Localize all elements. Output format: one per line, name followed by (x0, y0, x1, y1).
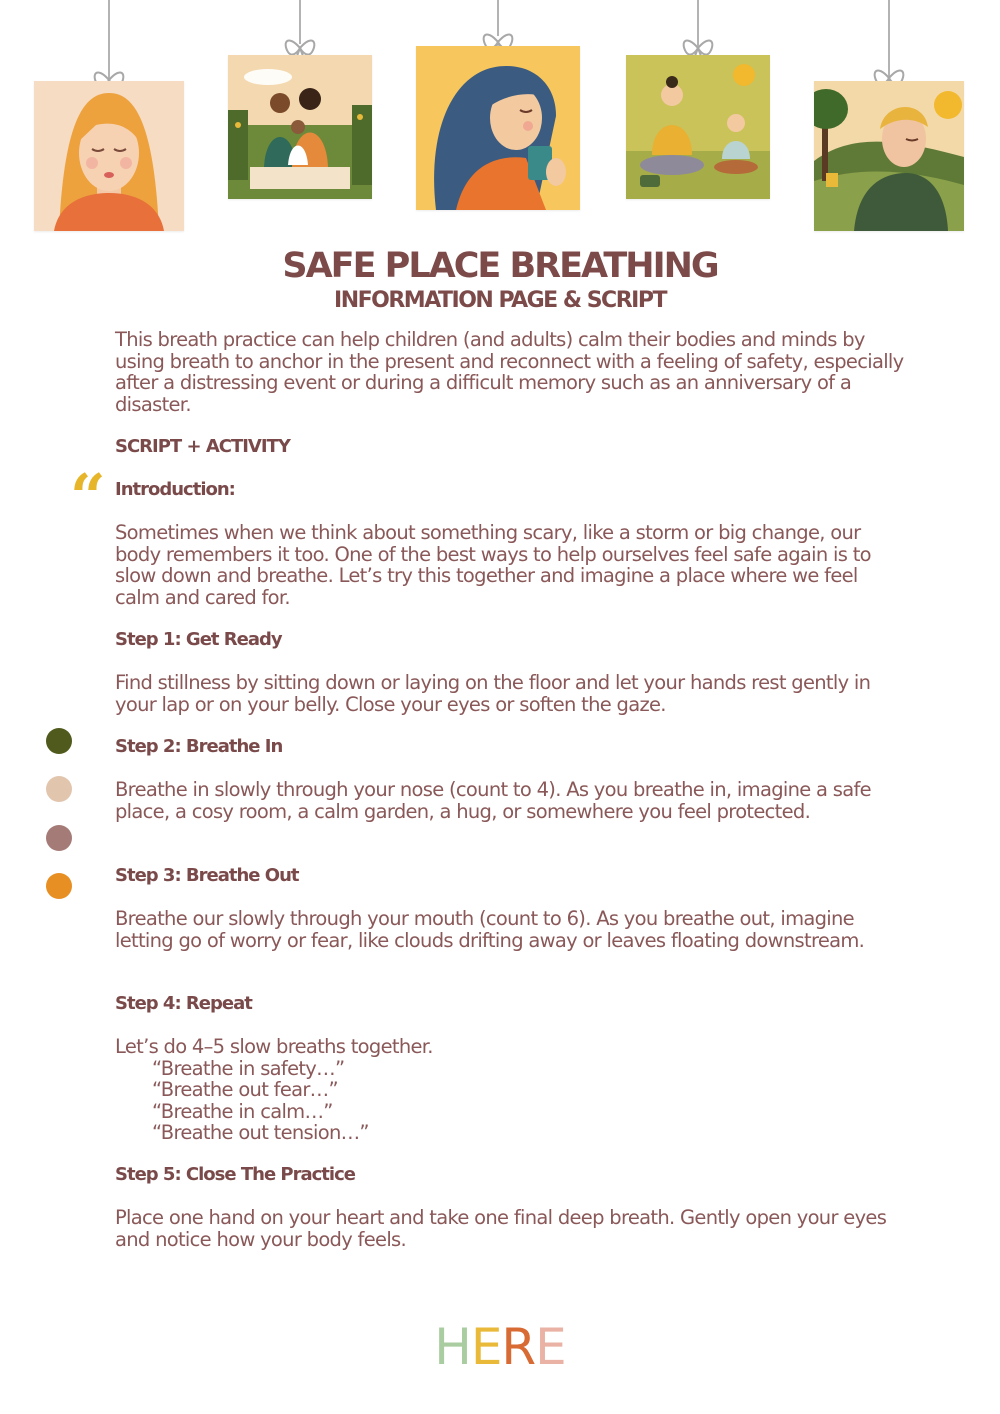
logo-letter-e2: E (535, 1318, 566, 1376)
page-title: SAFE PLACE BREATHING (282, 246, 718, 286)
introduction-heading: Introduction: (115, 479, 235, 500)
step-1-heading: Step 1: Get Ready (115, 629, 282, 650)
step-3-heading: Step 3: Breathe Out (115, 865, 299, 886)
step-2-heading: Step 2: Breathe In (115, 736, 283, 757)
breath-line-4: “Breathe out tension…” (152, 1121, 369, 1144)
logo-letter-h: H (434, 1318, 471, 1376)
breath-line-3: “Breathe in calm…” (152, 1099, 333, 1123)
family-picnic-illustration (228, 55, 372, 199)
logo-letter-e1: E (470, 1318, 502, 1376)
palette-dot-beige (46, 776, 72, 802)
page-subtitle: INFORMATION PAGE & SCRIPT (334, 288, 666, 313)
step-5-text: Place one hand on your heart and take one final deep breath. Gently open your eyes and notice how your body feels. (115, 1206, 887, 1251)
script-heading: SCRIPT + ACTIVITY (115, 436, 290, 457)
step-4-heading: Step 4: Repeat (115, 993, 252, 1014)
woman-eyes-closed-illustration (34, 81, 184, 231)
step-4-text: Let’s do 4–5 slow breaths together. (115, 1035, 433, 1058)
breath-line-2: “Breathe out fear…” (152, 1078, 338, 1101)
step-2-text: Breathe in slowly through your nose (count to 4). As you breathe in, imagine a safe place, a cosy room, a calm garden, a hug, or somewhere you feel protected. (115, 778, 871, 823)
palette-dot-mauve (46, 825, 72, 851)
breath-line-1: “Breathe in safety…” (152, 1056, 345, 1080)
step-1-text: Find stillness by sitting down or laying on the floor and let your hands rest gently in your lap or on your belly. Close your eyes or soften the gaze. (115, 671, 871, 716)
step-3-text: Breathe our slowly through your mouth (count to 6). As you breathe out, imagine letting go of worry or fear, like clouds drifting away or leaves floating downstream. (115, 907, 865, 952)
hanging-picture-4 (626, 0, 770, 200)
adult-and-child-meditating-illustration (626, 55, 770, 199)
hanging-picture-1 (34, 0, 184, 232)
here-logo (0, 1318, 1000, 1376)
hanging-picture-5 (814, 0, 964, 232)
woman-holding-cup-illustration (416, 46, 580, 210)
man-in-landscape-illustration (814, 81, 964, 231)
hanging-picture-3 (416, 0, 580, 211)
intro-paragraph: This breath practice can help children (and adults) calm their bodies and minds by using breath to anchor in the present and reconnect with a feeling of safety, especially after a distressing event or during a difficult memory such as an anniversary of a disaster. (115, 328, 904, 416)
palette-dot-orange (46, 873, 72, 899)
logo-letter-r: R (501, 1318, 536, 1376)
step-5-heading: Step 5: Close The Practice (115, 1164, 355, 1185)
hanging-picture-2 (228, 0, 372, 200)
quotation-mark-icon: “ (70, 460, 106, 533)
step-4-block (115, 1036, 905, 1144)
introduction-text: Sometimes when we think about something scary, like a storm or big change, our body remembers it too. One of the best ways to help ourselves feel safe again is to slow down and breathe. Let’s try this together and imagine a place where we feel calm and cared for. (115, 521, 871, 609)
palette-dot-olive (46, 728, 72, 754)
